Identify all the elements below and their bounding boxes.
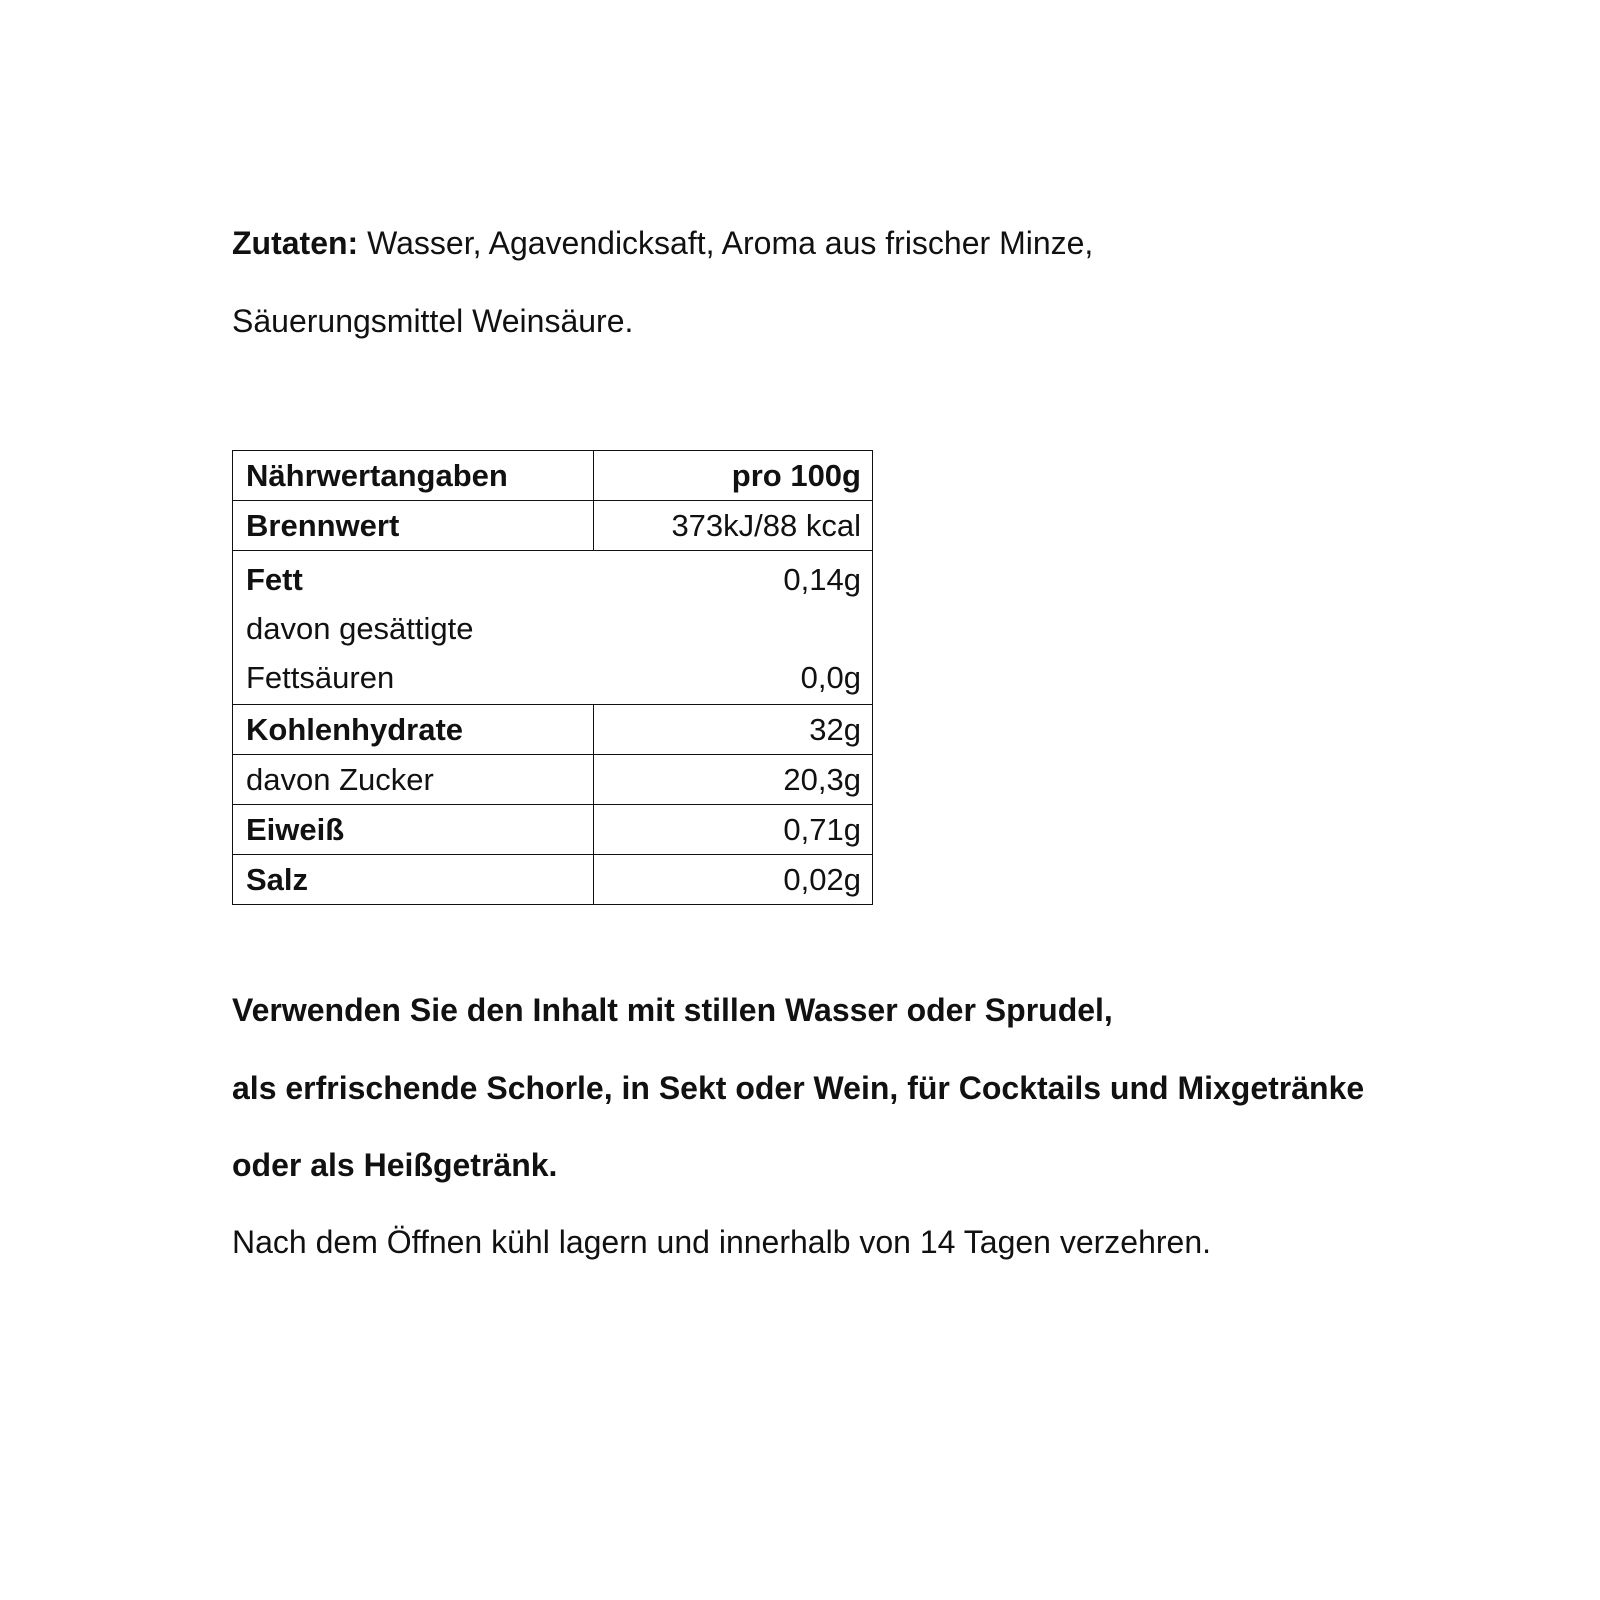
- nutrition-header-row: [233, 451, 873, 501]
- nutrition-header-value: pro 100g: [594, 451, 873, 501]
- nutrition-value: 373kJ/88 kcal: [594, 501, 873, 551]
- nutrition-label: davon gesättigte: [246, 611, 474, 646]
- ingredients-text-1: Wasser, Agavendicksaft, Aroma aus frischer Minze,: [358, 225, 1094, 261]
- nutrition-row-zucker: [233, 755, 873, 805]
- nutrition-label: Salz: [233, 855, 594, 905]
- ingredients-line-2: Säuerungsmittel Weinsäure.: [232, 303, 634, 339]
- nutrition-label: davon Zucker: [233, 755, 594, 805]
- nutrition-label: Fett: [246, 562, 303, 597]
- nutrition-header-label: Nährwertangaben: [233, 451, 594, 501]
- nutrition-value: 0,0g: [800, 660, 861, 695]
- nutrition-table: [232, 450, 873, 905]
- nutrition-value: 20,3g: [594, 755, 873, 805]
- ingredients-label: Zutaten:: [232, 225, 359, 261]
- fett-sub-row: [246, 555, 861, 604]
- usage-line-3: oder als Heißgetränk.: [232, 1147, 558, 1183]
- nutrition-value: 0,14g: [783, 562, 861, 597]
- nutrition-label: Eiweiß: [233, 805, 594, 855]
- nutrition-label: Kohlenhydrate: [233, 705, 594, 755]
- nutrition-label: Fettsäuren: [246, 660, 395, 695]
- fettsaeuren-sub-row: [246, 653, 861, 702]
- nutrition-row-eiweiss: [233, 805, 873, 855]
- storage-note: Nach dem Öffnen kühl lagern und innerhalb von 14 Tagen verzehren.: [232, 1224, 1212, 1260]
- saturated-sub-row: [246, 604, 861, 653]
- nutrition-row-brennwert: [233, 501, 873, 551]
- nutrition-value: 0,71g: [594, 805, 873, 855]
- nutrition-fett-cell: [233, 551, 873, 705]
- nutrition-row-fett: [233, 551, 873, 705]
- nutrition-row-salz: [233, 855, 873, 905]
- ingredients-line-1: [232, 223, 1093, 263]
- nutrition-label: Brennwert: [233, 501, 594, 551]
- nutrition-value: 32g: [594, 705, 873, 755]
- usage-line-2: als erfrischende Schorle, in Sekt oder Wein, für Cocktails und Mixgetränke: [232, 1070, 1365, 1106]
- nutrition-row-kohlenhydrate: [233, 705, 873, 755]
- usage-line-1: Verwenden Sie den Inhalt mit stillen Wasser oder Sprudel,: [232, 992, 1113, 1028]
- nutrition-value: 0,02g: [594, 855, 873, 905]
